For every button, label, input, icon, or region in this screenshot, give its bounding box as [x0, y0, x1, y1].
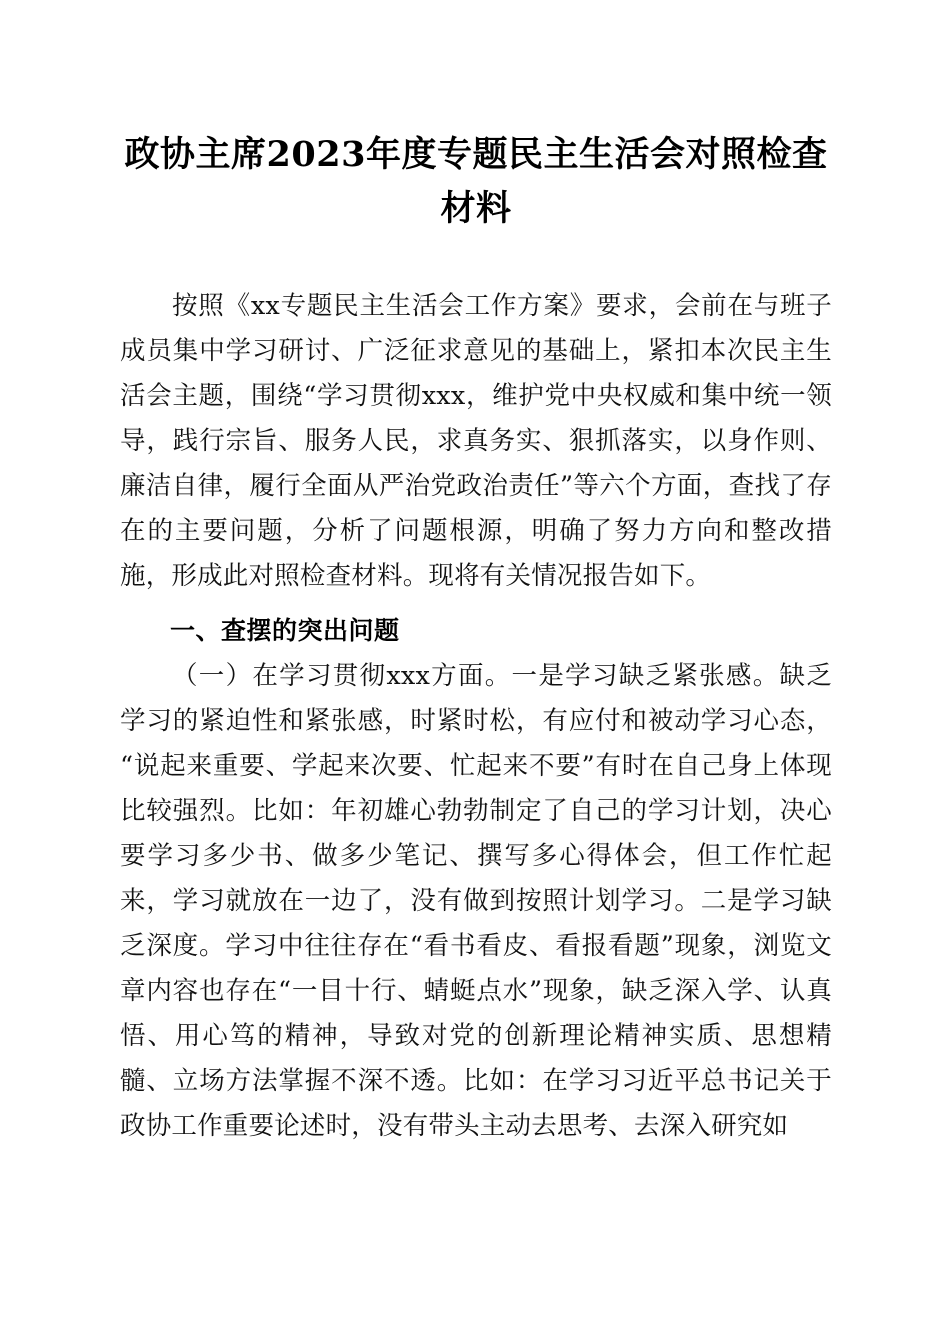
section-heading-one: 一、查摆的突出问题 — [170, 617, 400, 645]
page-title — [120, 0, 832, 236]
heading-spacer — [120, 599, 832, 609]
page-title-line-1: 政协主席2023年度专题民主生活会对照检查 — [124, 134, 828, 175]
page-content-area — [120, 0, 832, 1149]
page-title-line-2: 材料 — [440, 188, 512, 229]
subsection-one-paragraph: （一）在学习贯彻xxx方面。一是学习缺乏紧张感。缺乏学习的紧迫性和紧张感，时紧时松，有应付和被动学习心态，“说起来重要、学起来次要、忙起来不要”有时在自己身上体现比较强烈。比如：年初雄心勃勃制定了自己的学习计划，决心要学习多少书、做多少笔记、撰写多心得体会，但工作忙起来，学习就放在一边了，没有做到按照计划学习。二是学习缺乏深度。学习中往往存在“看书看皮、看报看题”现象，浏览文章内容也存在“一目十行、蜻蜓点水”现象，缺乏深入学、认真悟、用心笃的精神，导致对党的创新理论精神实质、思想精髓、立场方法掌握不深不透。比如：在学习习近平总书记关于政协工作重要论述时，没有带头主动去思考、去深入研究如 — [120, 661, 832, 1141]
intro-paragraph: 按照《xx专题民主生活会工作方案》要求，会前在与班子成员集中学习研讨、广泛征求意见的基础上，紧扣本次民主生活会主题，围绕“学习贯彻xxx，维护党中央权威和集中统一领导，践行宗旨、服务人民，求真务实、狠抓落实，以身作则、廉洁自律，履行全面从严治党政治责任”等六个方面，查找了存在的主要问题，分析了问题根源，明确了努力方向和整改措施，形成此对照检查材料。现将有关情况报告如下。 — [120, 291, 832, 591]
